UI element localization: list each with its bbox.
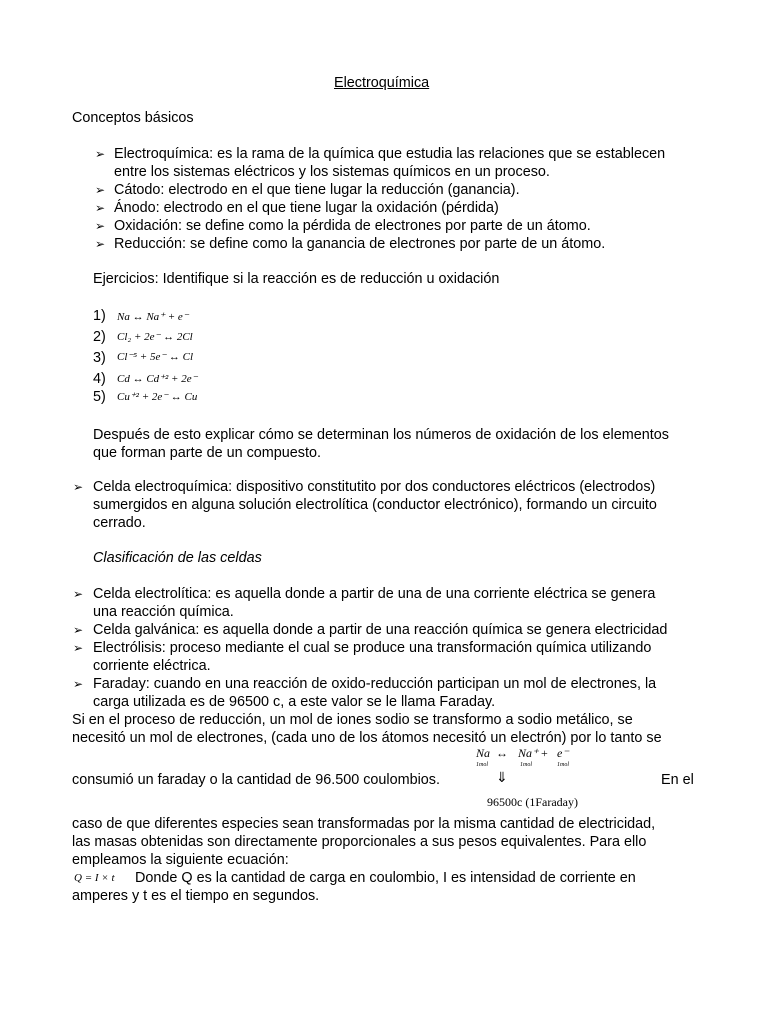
figure-mol-label: 1mol: [520, 762, 532, 768]
concept-item: Oxidación: se define como la pérdida de electrones por parte de un átomo.: [114, 218, 591, 234]
down-arrow-icon: ⇓: [496, 771, 508, 786]
paragraph-line: amperes y t es el tiempo en segundos.: [72, 888, 320, 904]
figure-electron: e⁻: [557, 746, 569, 760]
paragraph-line-end: En el: [661, 772, 694, 788]
figure-na-plus: Na⁺: [518, 746, 539, 760]
bullet-arrow-icon: ➢: [73, 677, 84, 691]
paragraph-line: Si en el proceso de reducción, un mol de iones sodio se transformo a sodio metálico, se: [72, 712, 633, 728]
exercise-number: 2): [93, 329, 106, 345]
figure-plus: +: [541, 746, 548, 760]
classification-heading: Clasificación de las celdas: [93, 550, 262, 566]
paragraph-line: Donde Q es la cantidad de carga en coulombio, I es intensidad de corriente en: [135, 870, 636, 886]
section-heading: Conceptos básicos: [72, 110, 194, 126]
bullet-arrow-icon: ➢: [95, 147, 106, 161]
concept-item: Cátodo: electrodo en el que tiene lugar la reducción (ganancia).: [114, 182, 520, 198]
charge-equation: Q = I × t: [74, 872, 115, 884]
bullet-arrow-icon: ➢: [73, 641, 84, 655]
exercise-equation: Cl₂ + 2e⁻ ↔ 2Cl: [117, 331, 193, 343]
paragraph-line: empleamos la siguiente ecuación:: [72, 852, 289, 868]
cell-item-continuation: una reacción química.: [93, 604, 234, 620]
paragraph-line: necesitó un mol de electrones, (cada uno de los átomos necesitó un electrón) por lo tanto se: [72, 730, 662, 746]
figure-charge: 96500c (1Faraday): [487, 795, 578, 809]
after-exercises-text: Después de esto explicar cómo se determinan los números de oxidación de los elementos: [93, 427, 669, 443]
exercise-equation: Cl⁻⁵ + 5e⁻ ↔ Cl: [117, 351, 194, 363]
celda-definition: sumergidos en alguna solución electrolítica (conductor electrónico), formando un circuito: [93, 497, 657, 513]
cell-item: Celda electrolítica: es aquella donde a partir de una de una corriente eléctrica se genera: [93, 586, 656, 602]
bullet-arrow-icon: ➢: [95, 201, 106, 215]
cell-item-continuation: corriente eléctrica.: [93, 658, 211, 674]
concept-item: Reducción: se define como la ganancia de electrones por parte de un átomo.: [114, 236, 606, 252]
paragraph-line: consumió un faraday o la cantidad de 96.500 coulombios.: [72, 772, 441, 788]
exercise-equation: Cd ↔ Cd⁺² + 2e⁻: [117, 373, 198, 385]
bullet-arrow-icon: ➢: [95, 219, 106, 233]
concept-item-continuation: entre los sistemas eléctricos y los sistemas químicos en un proceso.: [114, 164, 550, 180]
figure-na: Na: [476, 746, 491, 760]
concept-item: Ánodo: electrodo en el que tiene lugar la oxidación (pérdida): [114, 200, 499, 216]
bullet-arrow-icon: ➢: [95, 237, 106, 251]
exercise-number: 4): [93, 371, 106, 387]
after-exercises-text: que forman parte de un compuesto.: [93, 445, 321, 461]
exercise-number: 1): [93, 308, 106, 324]
figure-arrow: ↔: [496, 746, 508, 760]
figure-mol-label: 1mol: [557, 762, 569, 768]
celda-definition: cerrado.: [93, 515, 146, 531]
cell-item: Electrólisis: proceso mediante el cual se produce una transformación química utilizando: [93, 640, 652, 656]
exercise-number: 5): [93, 389, 106, 405]
exercise-equation: Na ↔ Na⁺ + e⁻: [117, 311, 189, 323]
cell-item-continuation: carga utilizada es de 96500 c, a este valor se le llama Faraday.: [93, 694, 496, 710]
paragraph-line: caso de que diferentes especies sean transformadas por la misma cantidad de electricidad,: [72, 816, 656, 832]
figure-mol-label: 1mol: [476, 762, 488, 768]
exercise-heading: Ejercicios: Identifique si la reacción es de reducción u oxidación: [93, 271, 500, 287]
bullet-arrow-icon: ➢: [95, 183, 106, 197]
bullet-arrow-icon: ➢: [73, 587, 84, 601]
celda-definition: Celda electroquímica: dispositivo constitutito por dos conductores eléctricos (electrodos): [93, 479, 656, 495]
bullet-arrow-icon: ➢: [73, 623, 84, 637]
bullet-arrow-icon: ➢: [73, 480, 84, 494]
exercise-equation: Cu⁺² + 2e⁻ ↔ Cu: [117, 391, 198, 403]
cell-item: Faraday: cuando en una reacción de oxido-reducción participan un mol de electrones, la: [93, 676, 657, 692]
concept-item: Electroquímica: es la rama de la química que estudia las relaciones que se establecen: [114, 146, 666, 162]
exercise-number: 3): [93, 350, 106, 366]
cell-item: Celda galvánica: es aquella donde a partir de una reacción química se genera electricidad: [93, 622, 668, 638]
document-title: Electroquímica: [334, 75, 430, 91]
paragraph-line: las masas obtenidas son directamente proporcionales a sus pesos equivalentes. Para ello: [72, 834, 647, 850]
